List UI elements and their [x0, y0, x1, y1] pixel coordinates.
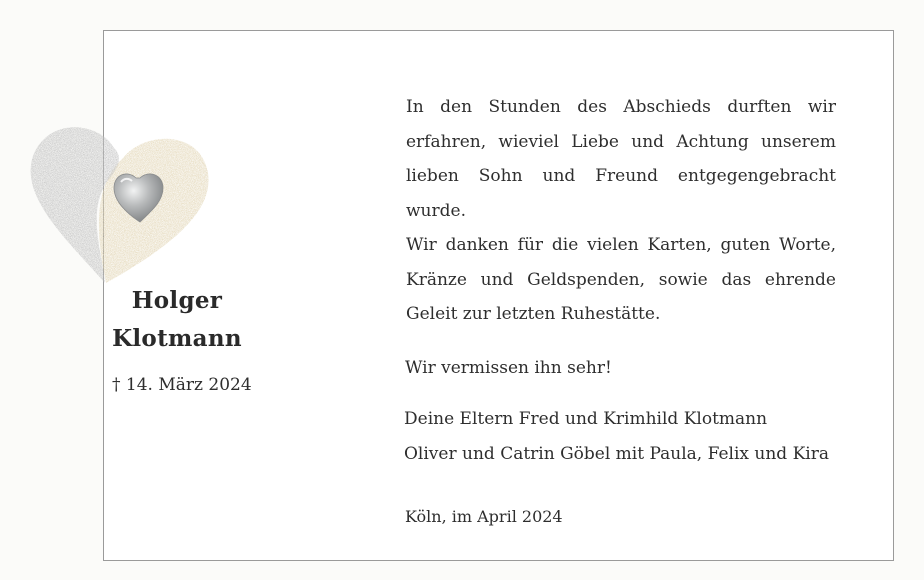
first-name: Holger	[131, 287, 223, 314]
place-date: Köln, im April 2024	[405, 507, 563, 526]
death-date: † 14. März 2024	[112, 375, 252, 395]
thanks-paragraph-2: Wir danken für die vielen Karten, guten Worte, Kränze und Geldspenden, sowie das ehrende Geleit zur letzten Ruhestätte.	[406, 235, 836, 324]
signers	[404, 402, 829, 472]
thanks-paragraph-1: In den Stunden des Abschieds durften wir erfahren, wieviel Liebe und Achtung unserem lieben Sohn und Freund entgegengebracht wurde.	[406, 97, 836, 221]
thanks-text	[406, 90, 836, 332]
hearts-icon	[28, 118, 214, 288]
last-name: Klotmann	[112, 325, 242, 352]
signer-line: Deine Eltern Fred und Krimhild Klotmann	[404, 409, 768, 429]
deceased-name	[104, 282, 250, 358]
closing-line: Wir vermissen ihn sehr!	[405, 358, 612, 378]
signer-line: Oliver und Catrin Göbel mit Paula, Felix und Kira	[404, 444, 829, 464]
